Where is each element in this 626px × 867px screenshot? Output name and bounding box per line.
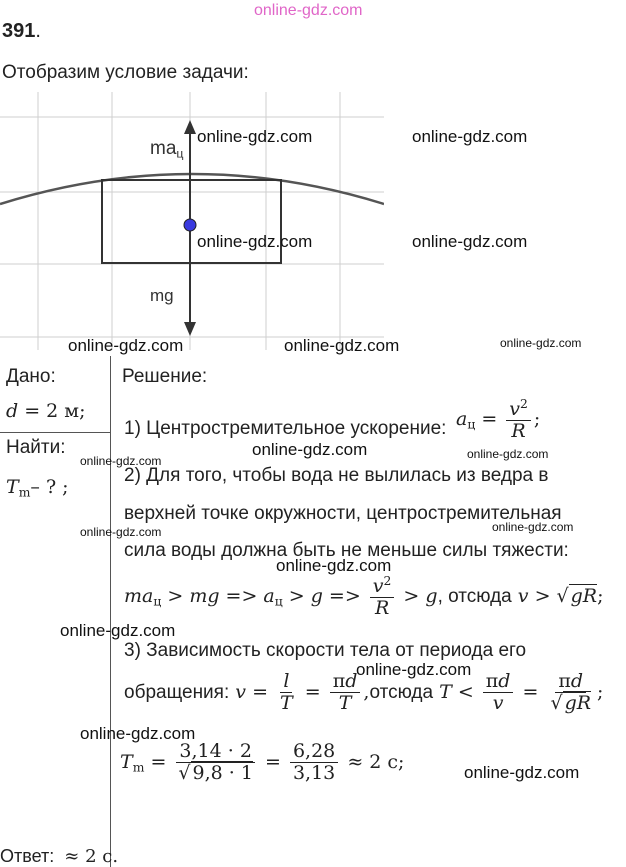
arrow-up-head — [184, 120, 196, 134]
given-header: Дано: — [6, 366, 56, 387]
watermark[interactable]: online-gdz.com — [252, 440, 368, 459]
problem-number: 391. — [2, 20, 41, 42]
label-centripetal-force: $ma_ц$ — [150, 138, 184, 161]
step1-text: 1) Центростремительное ускорение: — [124, 418, 447, 439]
find-value: $T_m-$ ? ; — [6, 476, 69, 500]
step2-line1: 2) Для того, чтобы вода не вылилась из ведра в — [124, 465, 549, 486]
watermark[interactable]: online-gdz.com — [356, 660, 472, 679]
watermark[interactable]: online-gdz.com — [60, 621, 176, 640]
watermark[interactable]: online-gdz.com — [464, 763, 580, 782]
arrow-down-head — [184, 322, 196, 336]
watermark[interactable]: online-gdz.com — [80, 525, 162, 539]
find-header: Найти: — [6, 437, 66, 458]
watermark[interactable]: online-gdz.com — [197, 232, 313, 251]
watermark[interactable]: online-gdz.com — [284, 336, 400, 355]
force-diagram — [0, 92, 384, 350]
step2-line3: сила воды должна быть не меньше силы тяжести: — [124, 540, 569, 561]
answer: Ответ: ≈ 2 с. — [0, 846, 119, 867]
step2-line2: верхней точке окружности, центростремительная — [124, 503, 562, 524]
step1-formula: $a_ц$ = $\frac{v^2}{R}$ ; — [456, 397, 541, 442]
watermark[interactable]: online-gdz.com — [467, 447, 549, 461]
solution-header: Решение: — [122, 366, 208, 387]
watermark[interactable]: online-gdz.com — [492, 520, 574, 534]
circle-arc — [0, 174, 384, 204]
calculation-formula: $T_m$ = $\frac{3,14 \cdot 2}{√ 9,8 \cdot 1}$ = $\frac{6,28}{3,13}$ ≈ 2 с; — [120, 740, 405, 784]
vertical-divider — [110, 356, 111, 867]
step2-formula: $ma_ц$ > mg => $a_ц > g$ => $\frac{v^2}{R}$ > g, отсюда v > √ gR; — [124, 574, 604, 619]
given-value: d = 2 м; — [6, 400, 86, 422]
step3-formula: обращения: v = $\frac{l}{T}$ = $\frac{\pi d}{T}$ ,отсюда T < $\frac{\pi d}{v}$ = $\frac{\pi d}{√ gR}$ ; — [124, 670, 604, 714]
watermark[interactable]: online-gdz.com — [276, 556, 392, 575]
problem-intro: Отобразим условие задачи: — [2, 62, 249, 83]
watermark-top[interactable]: online-gdz.com — [254, 2, 363, 19]
step3-line1: 3) Зависимость скорости тела от периода его — [124, 640, 527, 661]
watermark[interactable]: online-gdz.com — [80, 454, 162, 468]
label-gravity: mg — [150, 286, 174, 305]
horizontal-divider — [0, 432, 110, 433]
watermark[interactable]: online-gdz.com — [412, 127, 528, 146]
watermark[interactable]: online-gdz.com — [412, 232, 528, 251]
watermark[interactable]: online-gdz.com — [197, 127, 313, 146]
center-point — [184, 219, 196, 231]
watermark[interactable]: online-gdz.com — [68, 336, 184, 355]
watermark[interactable]: online-gdz.com — [500, 336, 582, 350]
watermark[interactable]: online-gdz.com — [80, 724, 196, 743]
